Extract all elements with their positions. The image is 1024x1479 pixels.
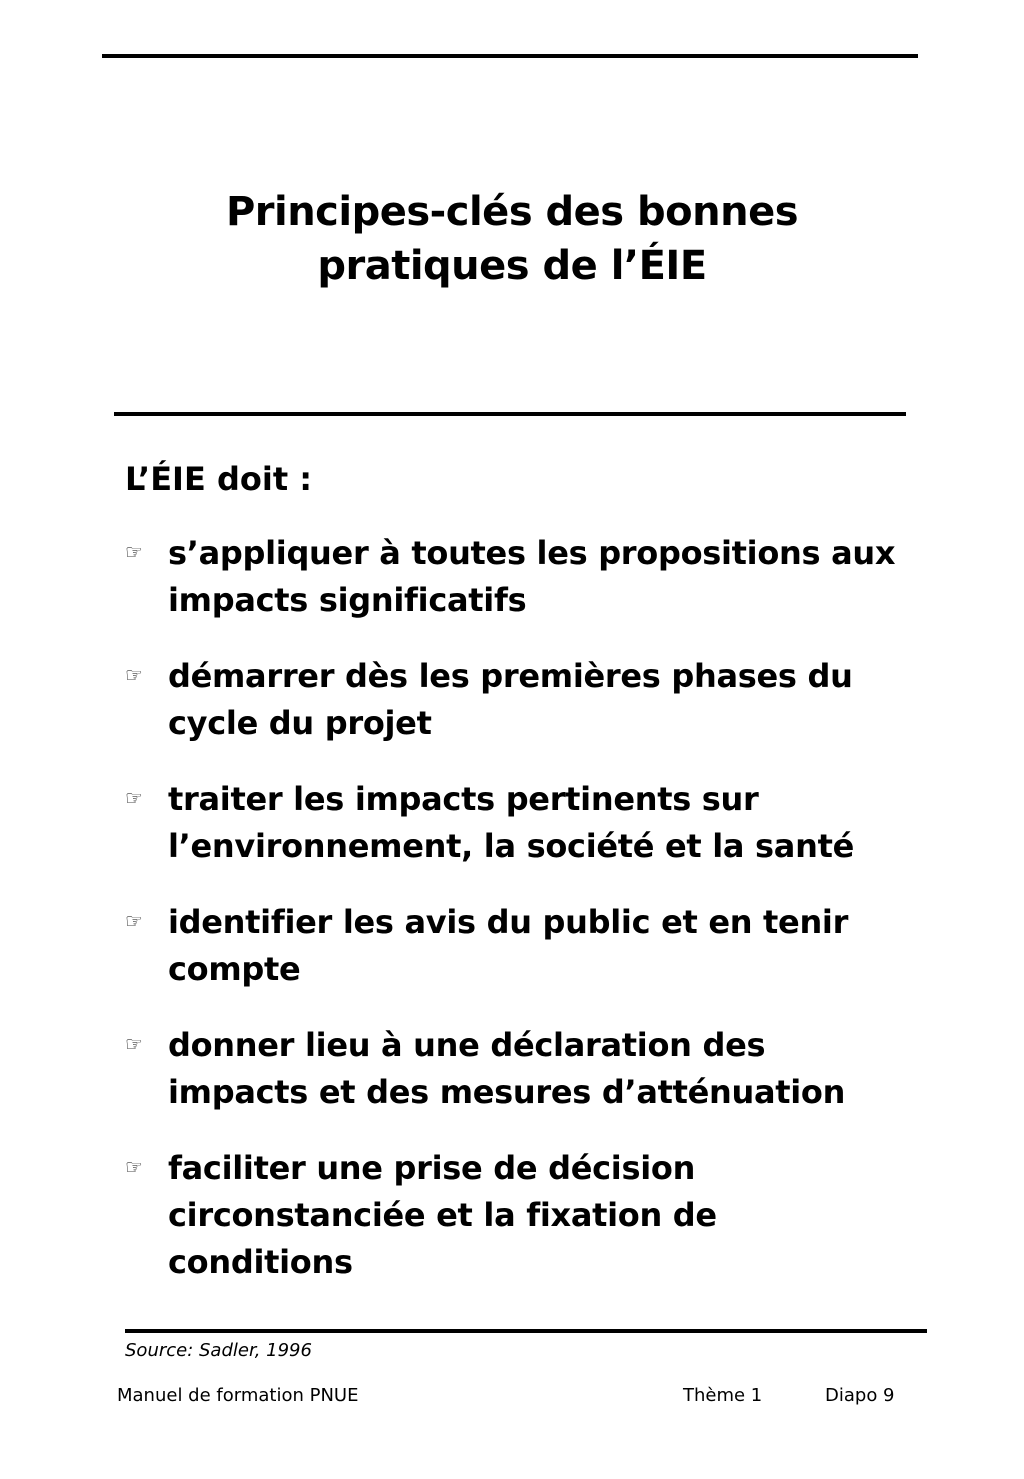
footer-slide-number: Diapo 9 xyxy=(825,1385,895,1406)
bullet-text-line: impacts et des mesures d’atténuation xyxy=(168,1073,846,1111)
bullet-text-line: s’appliquer à toutes les propositions aux xyxy=(168,534,896,572)
bullet-text-line: traiter les impacts pertinents sur xyxy=(168,780,759,818)
pointing-hand-icon: ☞ xyxy=(125,909,143,933)
footer-divider xyxy=(125,1329,927,1333)
bullet-item xyxy=(125,899,925,993)
bullet-text-line: impacts significatifs xyxy=(168,581,527,619)
pointing-hand-icon: ☞ xyxy=(125,1155,143,1179)
bullet-text-line: compte xyxy=(168,950,301,988)
bullet-text-line: donner lieu à une déclaration des xyxy=(168,1026,766,1064)
page-title-line-2: pratiques de l’ÉIE xyxy=(317,243,707,289)
page-title-line-1: Principes-clés des bonnes xyxy=(225,189,799,235)
source-citation: Source: Sadler, 1996 xyxy=(125,1340,312,1361)
bullet-item xyxy=(125,1145,925,1286)
bullet-text-line: cycle du projet xyxy=(168,704,432,742)
bullet-list xyxy=(125,530,925,1315)
bullet-item xyxy=(125,653,925,747)
intro-heading: L’ÉIE doit : xyxy=(125,460,313,498)
top-divider xyxy=(102,54,918,58)
pointing-hand-icon: ☞ xyxy=(125,786,143,810)
page-title xyxy=(0,185,1024,293)
bullet-item xyxy=(125,530,925,624)
bullet-text-line: démarrer dès les premières phases du xyxy=(168,657,853,695)
bullet-item xyxy=(125,1022,925,1116)
bullet-text-line: l’environnement, la société et la santé xyxy=(168,827,854,865)
pointing-hand-icon: ☞ xyxy=(125,663,143,687)
bullet-item xyxy=(125,776,925,870)
bullet-text-line: faciliter une prise de décision xyxy=(168,1149,696,1187)
bullet-text-line: identifier les avis du public et en tenir xyxy=(168,903,849,941)
title-divider xyxy=(114,412,906,416)
footer-theme: Thème 1 xyxy=(683,1385,763,1406)
footer-manual-title: Manuel de formation PNUE xyxy=(117,1385,359,1406)
pointing-hand-icon: ☞ xyxy=(125,540,143,564)
bullet-text-line: conditions xyxy=(168,1243,353,1281)
pointing-hand-icon: ☞ xyxy=(125,1032,143,1056)
bullet-text-line: circonstanciée et la fixation de xyxy=(168,1196,717,1234)
